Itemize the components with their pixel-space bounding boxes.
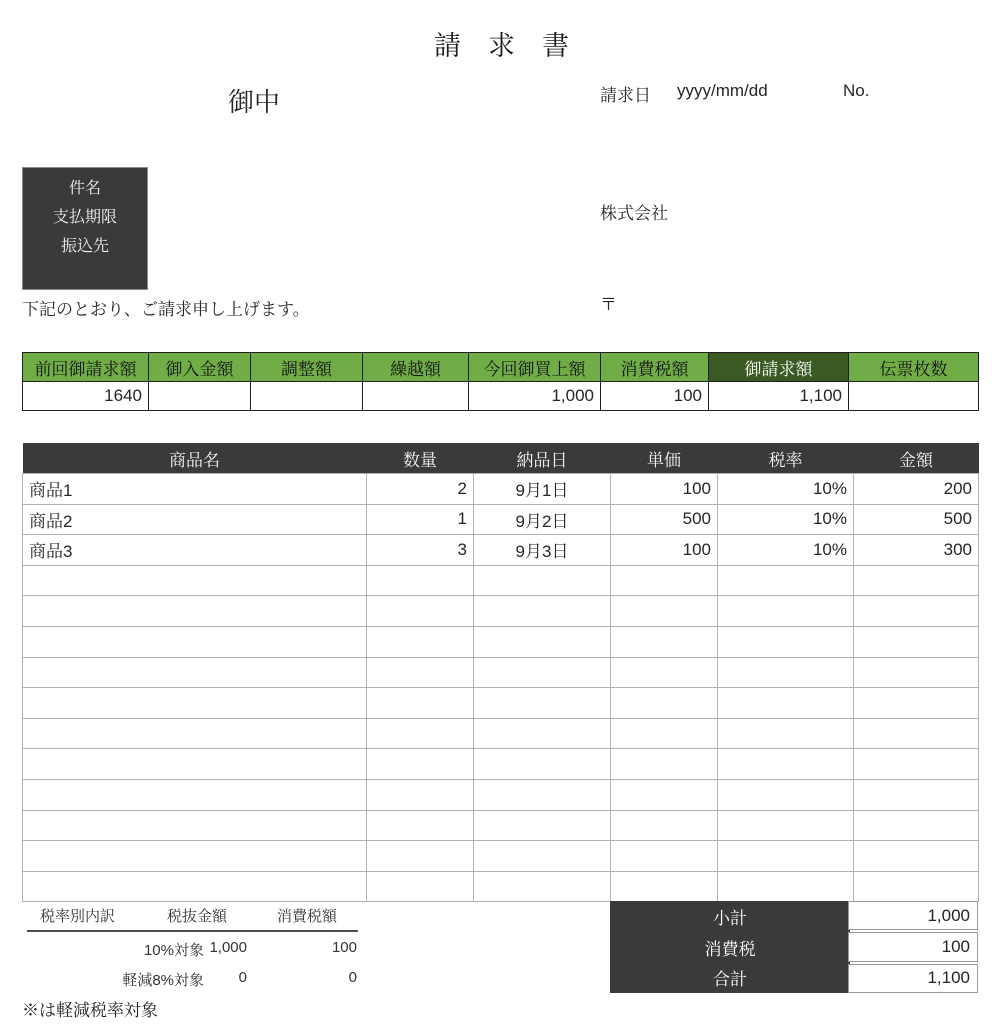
summary-value-row bbox=[23, 382, 979, 411]
bank-account-label: 振込先 bbox=[60, 238, 109, 255]
table-row bbox=[23, 535, 979, 566]
tax-breakdown-header-category: 税率別内訳 bbox=[40, 908, 116, 925]
summary-value-cell: 1,000 bbox=[469, 382, 601, 411]
tax-breakdown-divider bbox=[27, 930, 358, 932]
issuer-company: 株式会社 bbox=[600, 203, 668, 223]
items-body bbox=[23, 474, 979, 902]
summary-value-cell: 100 bbox=[601, 382, 709, 411]
tax-breakdown-row-excl-tax: 0 bbox=[238, 969, 247, 986]
item-quantity: 1 bbox=[367, 504, 474, 535]
invoice-date-label: 請求日 bbox=[600, 86, 651, 105]
item-amount: 500 bbox=[854, 504, 979, 535]
grand-total-label: 合計 bbox=[713, 970, 747, 990]
table-row-empty bbox=[23, 657, 979, 688]
item-amount: 200 bbox=[854, 474, 979, 505]
table-row-empty bbox=[23, 841, 979, 872]
summary-header-cell: 伝票枚数 bbox=[849, 353, 979, 382]
items-header-delivery-date: 納品日 bbox=[474, 443, 611, 474]
item-delivery-date: 9月2日 bbox=[474, 504, 611, 535]
summary-value-cell bbox=[849, 382, 979, 411]
table-row bbox=[23, 474, 979, 505]
table-row-empty bbox=[23, 810, 979, 841]
items-header-product: 商品名 bbox=[23, 443, 367, 474]
item-delivery-date: 9月3日 bbox=[474, 535, 611, 566]
tax-breakdown-row-label: 軽減8%対象 bbox=[122, 972, 204, 989]
table-row bbox=[23, 504, 979, 535]
subtotal-label: 小計 bbox=[713, 908, 747, 928]
postal-mark: 〒 bbox=[600, 295, 617, 315]
summary-header-cell: 前回御請求額 bbox=[23, 353, 149, 382]
summary-value-cell: 1640 bbox=[23, 382, 149, 411]
subject-label: 件名 bbox=[68, 180, 101, 197]
table-row-empty bbox=[23, 718, 979, 749]
tax-breakdown-row-label: 10%対象 bbox=[143, 942, 204, 959]
item-unit-price: 100 bbox=[611, 474, 718, 505]
tax-breakdown-row-tax: 100 bbox=[331, 939, 357, 956]
reduced-tax-footnote: ※は軽減税率対象 bbox=[22, 1001, 158, 1020]
items-header-quantity: 数量 bbox=[367, 443, 474, 474]
summary-header-row bbox=[23, 353, 979, 382]
summary-header-cell: 御入金額 bbox=[149, 353, 251, 382]
item-product: 商品2 bbox=[23, 504, 367, 535]
consumption-tax-value: 100 bbox=[848, 932, 978, 961]
subject-box bbox=[22, 167, 148, 290]
tax-breakdown-header-tax: 消費税額 bbox=[277, 908, 338, 925]
summary-value-cell bbox=[251, 382, 363, 411]
table-row-empty bbox=[23, 779, 979, 810]
summary-table bbox=[22, 352, 979, 411]
summary-value-cell bbox=[363, 382, 469, 411]
consumption-tax-label: 消費税 bbox=[704, 939, 756, 959]
totals-value-panel bbox=[848, 901, 978, 993]
item-quantity: 2 bbox=[367, 474, 474, 505]
items-header-unit-price: 単価 bbox=[611, 443, 718, 474]
item-tax-rate: 10% bbox=[718, 535, 854, 566]
recipient-honorific: 御中 bbox=[228, 87, 281, 117]
item-unit-price: 100 bbox=[611, 535, 718, 566]
totals-label-panel bbox=[610, 901, 850, 993]
summary-header-cell-billed-amount: 御請求額 bbox=[709, 353, 849, 382]
invoice-title: 請 求 書 bbox=[434, 31, 569, 61]
table-row-empty bbox=[23, 596, 979, 627]
items-table bbox=[22, 443, 979, 902]
table-row-empty bbox=[23, 565, 979, 596]
payment-due-label: 支払期限 bbox=[52, 209, 117, 226]
item-amount: 300 bbox=[854, 535, 979, 566]
items-header-row bbox=[23, 443, 979, 474]
grand-total-value: 1,100 bbox=[848, 964, 978, 993]
tax-breakdown-row-excl-tax: 1,000 bbox=[209, 939, 247, 956]
summary-value-cell bbox=[149, 382, 251, 411]
table-row-empty bbox=[23, 749, 979, 780]
tax-breakdown-header-excl-tax: 税抜金額 bbox=[167, 908, 228, 925]
summary-header-cell: 繰越額 bbox=[363, 353, 469, 382]
item-product: 商品3 bbox=[23, 535, 367, 566]
summary-header-cell: 今回御買上額 bbox=[469, 353, 601, 382]
items-header-tax-rate: 税率 bbox=[718, 443, 854, 474]
summary-value-cell: 1,100 bbox=[709, 382, 849, 411]
item-tax-rate: 10% bbox=[718, 504, 854, 535]
item-tax-rate: 10% bbox=[718, 474, 854, 505]
summary-header-cell: 消費税額 bbox=[601, 353, 709, 382]
greeting-text: 下記のとおり、ご請求申し上げます。 bbox=[22, 300, 310, 319]
invoice-date-value: yyyy/mm/dd bbox=[677, 81, 768, 100]
subtotal-value: 1,000 bbox=[848, 901, 978, 930]
summary-header-cell: 調整額 bbox=[251, 353, 363, 382]
item-delivery-date: 9月1日 bbox=[474, 474, 611, 505]
item-product: 商品1 bbox=[23, 474, 367, 505]
item-unit-price: 500 bbox=[611, 504, 718, 535]
tax-breakdown-row-tax: 0 bbox=[348, 969, 357, 986]
table-row-empty bbox=[23, 688, 979, 719]
invoice-number-label: No. bbox=[843, 81, 870, 100]
table-row-empty bbox=[23, 626, 979, 657]
table-row-empty bbox=[23, 871, 979, 902]
items-header-amount: 金額 bbox=[854, 443, 979, 474]
item-quantity: 3 bbox=[367, 535, 474, 566]
